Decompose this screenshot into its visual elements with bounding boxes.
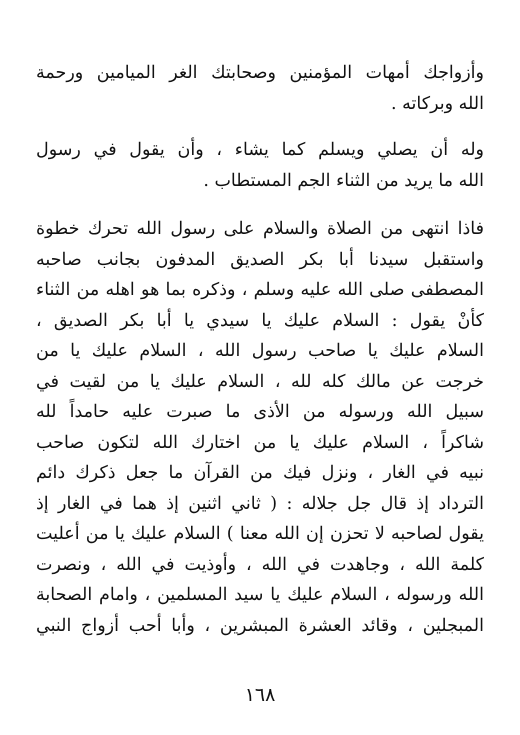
text-line: المصطفى صلى الله عليه وسلم ، وذكره بما هو اهله من الثناء [36,280,484,300]
text-line: الترداد إذ قال جل جلاله : ( ثاني اثنين إذ هما في الغار إذ [36,493,484,514]
text-line: يقول لصاحبه لا تحزن إن الله معنا ) السلام عليك يا من أعليت [36,524,484,544]
page-body [36,58,484,641]
paragraph [36,58,484,119]
text-line: فاذا انتهى من الصلاة والسلام على رسول الله تحرك خطوة [36,219,484,239]
text-line: وله أن يصلي ويسلم كما يشاء ، وأن يقول في رسول [36,140,484,160]
text-line: السلام عليك يا صاحب رسول الله ، السلام عليك يا من [36,341,484,361]
paragraph [36,135,484,196]
text-line: خرجت عن مالك كله لله ، السلام عليك يا من لقيت في [36,371,484,392]
text-line: الله ورسوله ، السلام عليك يا سيد المسلمين ، وامام الصحابة [36,585,484,605]
text-line: الله وبركاته . [391,93,484,114]
text-line: سبيل الله ورسوله من الأذى ما صبرت عليه حامداً لله [36,402,484,422]
paragraph [36,214,484,641]
paragraph-spacer [36,119,484,135]
text-line: نبيه في الغار ، ونزل فيك من القرآن ما جعل ذكرك دائم [36,463,484,483]
text-line: الله ما يريد من الثناء الجم المستطاب . [203,170,484,191]
text-line: وأزواجك أمهات المؤمنين وصحابتك الغر الميامين ورحمة [36,63,484,83]
text-line: المبجلين ، وقائد العشرة المبشرين ، وأبا أحب أزواج النبي [36,615,484,636]
page-number: ١٦٨ [244,684,276,706]
text-line: كأنْ يقول : السلام عليك يا سيدي يا أبا بكر الصديق ، [36,310,484,331]
paragraph-spacer [36,196,484,214]
text-line: واستقبل سيدنا أبا بكر الصديق المدفون بجانب صاحبه [36,249,484,270]
text-line: شاكراً ، السلام عليك يا من اختارك الله لتكون صاحب [36,432,484,453]
text-line: كلمة الله ، وجاهدت في الله ، وأوذيت في الله ، ونصرت [36,554,484,575]
